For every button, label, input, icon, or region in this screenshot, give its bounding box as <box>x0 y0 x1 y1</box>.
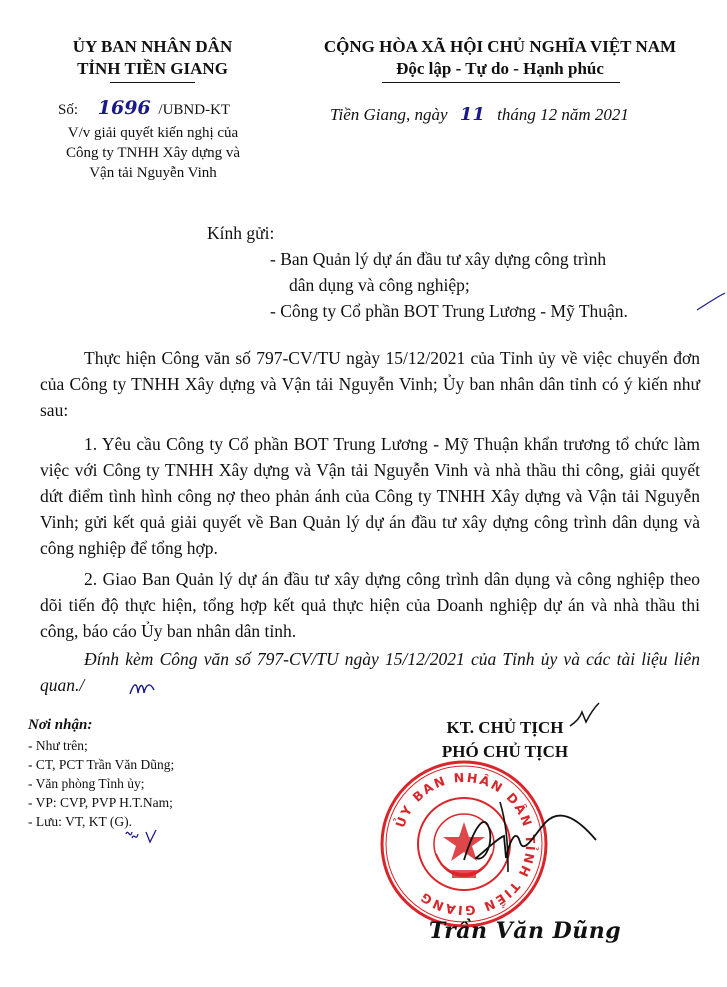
agency-line-2: TỈNH TIỀN GIANG <box>77 59 228 78</box>
nation-name: CỘNG HÒA XÃ HỘI CHỦ NGHĨA VIỆT NAM <box>323 37 677 56</box>
place-date-prefix: Tiền Giang, ngày <box>330 105 448 124</box>
recipient-item: - Công ty Cổ phần BOT Trung Lương - Mỹ Thuận. <box>270 301 628 321</box>
distribution-item: - CT, PCT Trần Văn Dũng; <box>28 757 175 772</box>
national-title <box>290 36 710 80</box>
signer-name: Trần Văn Dũng <box>428 918 622 944</box>
seal-text: ỦY BAN NHÂN DÂN TỈNH TIỀN GIANG <box>392 769 539 919</box>
subject-block <box>28 123 278 183</box>
distribution-item: - Văn phòng Tỉnh ủy; <box>28 776 145 791</box>
document-number <box>58 98 278 120</box>
handwritten-signature-icon <box>446 792 616 882</box>
doc-no-handwritten: 1696 <box>97 97 151 119</box>
subject-line: Công ty TNHH Xây dựng và <box>65 145 241 161</box>
agency-line-1: ỦY BAN NHÂN DÂN <box>72 37 233 56</box>
distribution-label: Nơi nhận: <box>28 717 93 733</box>
subject-line: Vận tải Nguyễn Vinh <box>89 165 217 181</box>
distribution-item: - Lưu: VT, KT (G). <box>28 814 133 829</box>
recipients-list <box>270 246 710 324</box>
distribution-item: - Như trên; <box>28 738 88 753</box>
initial-tick-icon <box>566 700 602 732</box>
distribution-block <box>28 714 258 831</box>
motto: Độc lập - Tự do - Hạnh phúc <box>396 59 604 78</box>
place-date-suffix: tháng 12 năm 2021 <box>497 105 629 124</box>
agency-underline <box>110 82 195 83</box>
pen-stroke-decoration <box>695 290 727 314</box>
date-day-handwritten: 11 <box>459 104 485 125</box>
recipient-item: - Ban Quản lý dự án đầu tư xây dựng công trình <box>270 249 607 269</box>
doc-no-prefix: Số: <box>58 102 79 118</box>
handwritten-mark-icon <box>122 826 167 848</box>
intro-paragraph: Thực hiện Công văn số 797-CV/TU ngày 15/12/2021 của Tỉnh ủy về việc chuyển đơn của Công ty TNHH Xây dựng và Vận tải Nguyễn Vinh; Ủy ban nhân dân tỉnh có ý kiến như sau: <box>40 348 700 420</box>
recipient-item-cont: dân dụng và công nghiệp; <box>289 275 470 295</box>
signature-title-2: PHÓ CHỦ TỊCH <box>441 742 569 761</box>
doc-no-suffix: /UBND-KT <box>158 102 231 118</box>
initials-icon <box>84 678 114 696</box>
distribution-item: - VP: CVP, PVP H.T.Nam; <box>28 795 173 810</box>
attachment-text: Đính kèm Công văn số 797-CV/TU ngày 15/12/2021 của Tỉnh ủy và các tài liệu liên quan./ <box>40 649 700 695</box>
issuing-agency <box>35 36 270 80</box>
item-1-paragraph: 1. Yêu cầu Công ty Cổ phần BOT Trung Lương - Mỹ Thuận khẩn trương tổ chức làm việc với Công ty TNHH Xây dựng và Vận tải Nguyễn Vinh và nhà thầu thi công, giải quyết dứt điểm tình hình công nợ theo phản ánh của Công ty TNHH Xây dựng và Vận tải Nguyễn Vinh; gửi kết quả giải quyết về Ban Quản lý dự án đầu tư xây dựng công trình dân dụng và công nghiệp để tổng hợp. <box>40 434 700 558</box>
attachment-paragraph <box>40 646 700 698</box>
signature-title-1: KT. CHỦ TỊCH <box>446 718 564 737</box>
place-date <box>330 104 690 125</box>
subject-line: V/v giải quyết kiến nghị của <box>67 125 239 141</box>
motto-underline <box>382 82 620 83</box>
recipients-label: Kính gửi: <box>207 223 275 243</box>
item-2-paragraph: 2. Giao Ban Quản lý dự án đầu tư xây dựng công trình dân dụng và công nghiệp theo dõi tiến độ thực hiện, tổng hợp kết quả thực hiện của Doanh nghiệp dự án và nhà thầu thi công, báo cáo Ủy ban nhân dân tỉnh. <box>40 569 700 641</box>
